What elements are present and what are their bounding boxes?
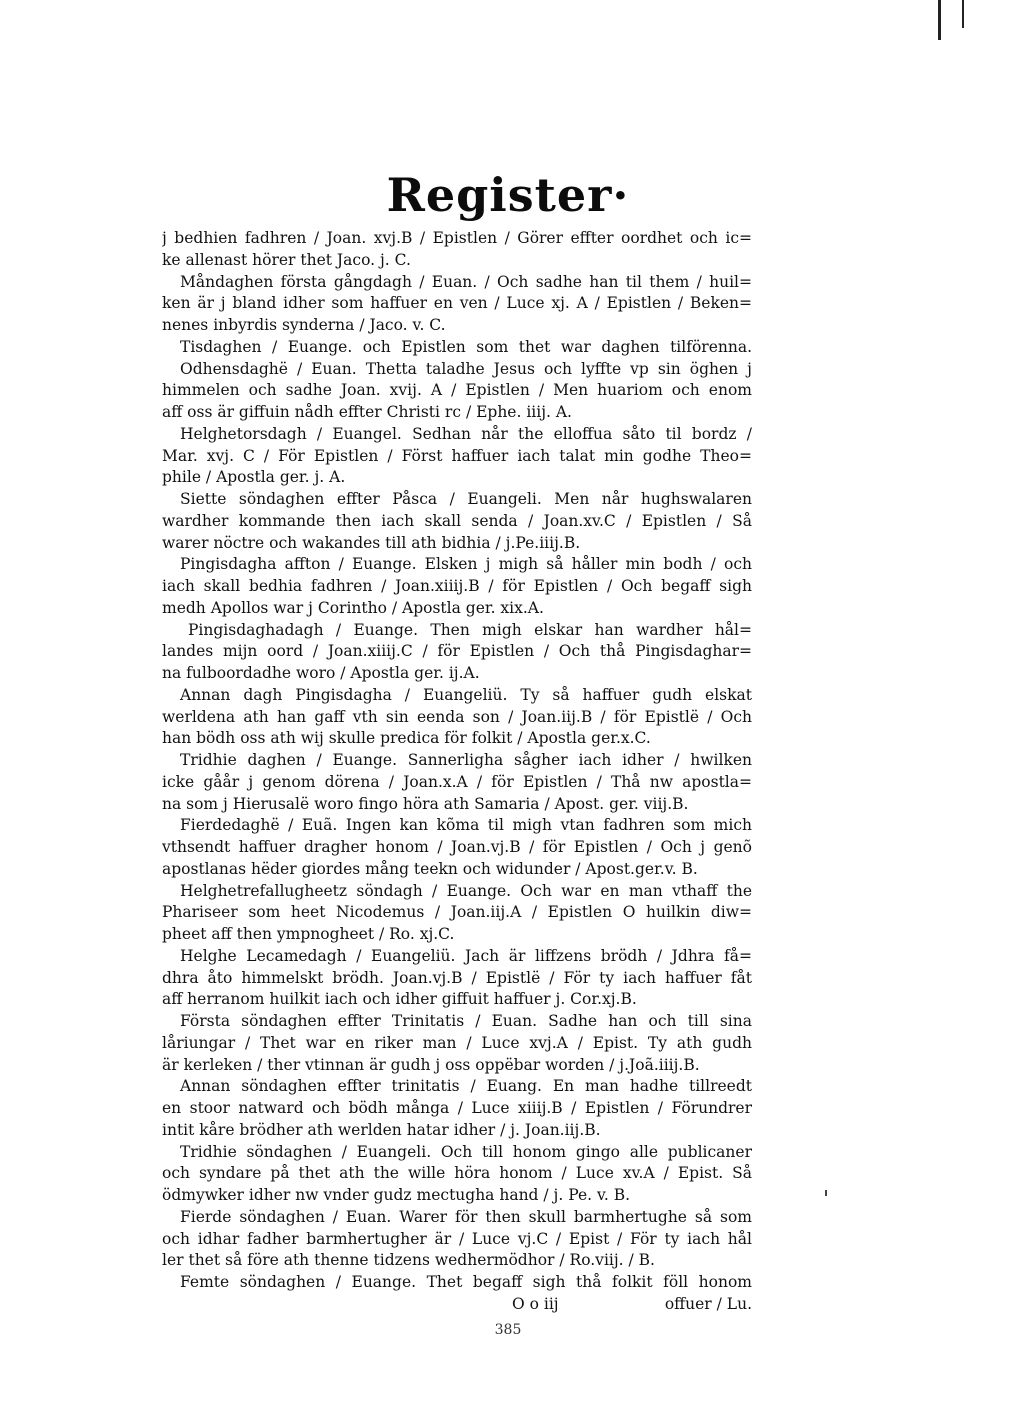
text-line: är kerleken / ther vtinnan är gudh j oss oppëbar worden / j.Joã.iiij.B. xyxy=(162,1055,700,1074)
text-line: och idhar fadher barmhertugher är / Luce vj.C / Epist / För ty iach hål xyxy=(162,1229,752,1248)
text-line: na fulboordadhe woro / Apostla ger. ij.A. xyxy=(162,664,480,682)
text-line: Tisdaghen / Euange. och Epistlen som thet war daghen tilförenna. xyxy=(180,337,752,356)
text-line: och syndare på thet ath the wille höra honom / Luce xv.A / Epist. Så xyxy=(162,1164,752,1183)
text-line: vthsendt haffuer dragher honom / Joan.vj.B / för Epistlen / Och j genõ xyxy=(162,838,752,856)
text-line: pheet aff then ympnogheet / Ro. xj.C. xyxy=(162,925,455,943)
text-line: Phariseer som heet Nicodemus / Joan.iij.A / Epistlen O huilkin diw= xyxy=(162,903,752,922)
text-line: wardher kommande then iach skall senda / Joan.xv.C / Epistlen / Så xyxy=(162,511,752,530)
page-header-title: Register· xyxy=(386,168,630,222)
text-line: en stoor natward och bödh många / Luce xiiij.B / Epistlen / Förundrer xyxy=(162,1099,752,1117)
text-line: landes mijn oord / Joan.xiiij.C / för Epistlen / Och thå Pingisdaghar= xyxy=(162,642,752,661)
signature-mark: O o iij xyxy=(512,1294,559,1313)
text-line: Måndaghen första gångdagh / Euan. / Och sadhe han til them / huil= xyxy=(180,272,752,291)
text-line: medh Apollos war j Corintho / Apostla ger. xix.A. xyxy=(162,598,544,617)
catchword: offuer / Lu. xyxy=(664,1294,752,1313)
text-line: Femte söndaghen / Euange. Thet begaff sigh thå folkit föll honom xyxy=(180,1273,752,1291)
text-line: han bödh oss ath wij skulle predica för folkit / Apostla ger.x.C. xyxy=(162,729,651,748)
register-text-block xyxy=(162,228,752,1316)
text-line: Annan söndaghen effter trinitatis / Euang. En man hadhe tillreedt xyxy=(180,1077,752,1096)
text-line: himmelen och sadhe Joan. xvij. A / Epistlen / Men huariom och enom xyxy=(162,381,752,400)
scan-edge-mark xyxy=(938,0,941,40)
text-line: Fierde söndaghen / Euan. Warer för then skull barmhertughe så som xyxy=(180,1207,752,1226)
text-line: Helghetrefallugheetz söndagh / Euange. Och war en man vthaff the xyxy=(180,881,752,900)
text-line: iach skall bedhia fadhren / Joan.xiiij.B / för Epistlen / Och begaff sigh xyxy=(162,577,752,595)
text-line: Helghetorsdagh / Euangel. Sedhan når the elloffua såto til bordz / xyxy=(180,424,752,443)
text-line: icke gåår j genom dörena / Joan.x.A / för Epistlen / Thå nw apostla= xyxy=(162,772,752,791)
text-line: aff oss är giffuin nådh effter Christi rc / Ephe. iiij. A. xyxy=(162,403,572,421)
page-number: 385 xyxy=(494,1322,522,1338)
text-line: nenes inbyrdis synderna / Jaco. v. C. xyxy=(162,316,446,334)
text-line: Siette söndaghen effter Påsca / Euangeli. Men når hughswalaren xyxy=(180,490,752,508)
scan-edge-mark xyxy=(962,0,964,28)
text-line: ler thet så före ath thenne tidzens wedhermödhor / Ro.viij. / B. xyxy=(162,1251,655,1270)
text-line: Fierdedaghë / Euã. Ingen kan kõma til migh vtan fadhren som mich xyxy=(180,816,752,835)
text-line: ke allenast hörer thet Jaco. j. C. xyxy=(162,250,411,269)
text-line: aff herranom huilkit iach och idher giffuit haffuer j. Cor.xj.B. xyxy=(162,990,637,1009)
text-line: Pingisdaghadagh / Euange. Then migh elskar han wardher hål= xyxy=(188,620,752,639)
text-line: warer nöctre och wakandes till ath bidhia / j.Pe.iiij.B. xyxy=(162,533,581,552)
text-line: dhra åto himmelskt brödh. Joan.vj.B / Epistlë / För ty iach haffuer fåt xyxy=(162,968,752,987)
text-line: ödmywker idher nw vnder gudz mectugha hand / j. Pe. v. B. xyxy=(162,1186,631,1204)
text-line: j bedhien fadhren / Joan. xvj.B / Epistlen / Görer effter oordhet och ic= xyxy=(162,229,752,247)
text-line: Tridhie söndaghen / Euangeli. Och till honom gingo alle publicaner xyxy=(180,1142,752,1161)
text-line: Första söndaghen effter Trinitatis / Euan. Sadhe han och till sina xyxy=(180,1012,752,1030)
text-line: Odhensdaghë / Euan. Thetta taladhe Jesus och lyffte vp sin öghen j xyxy=(180,359,752,378)
text-line: Pingisdagha affton / Euange. Elsken j migh så håller min bodh / och xyxy=(180,555,752,574)
text-line: phile / Apostla ger. j. A. xyxy=(162,468,346,487)
text-line: ken är j bland idher som haffuer en ven / Luce xj. A / Epistlen / Beken= xyxy=(162,294,752,313)
text-line: na som j Hierusalë woro fingo höra ath Samaria / Apost. ger. viij.B. xyxy=(162,794,689,813)
text-line: werldena ath han gaff vth sin eenda son / Joan.iij.B / för Epistlë / Och xyxy=(162,707,752,726)
text-line: intit kåre brödher ath werlden hatar idher / j. Joan.iij.B. xyxy=(162,1120,601,1139)
text-line: Helghe Lecamedagh / Euangeliü. Jach är liffzens brödh / Jdhra få= xyxy=(180,946,752,965)
text-line: låriungar / Thet war en riker man / Luce xvj.A / Epist. Ty ath gudh xyxy=(162,1033,752,1052)
text-line: Annan dagh Pingisdagha / Euangeliü. Ty så haffuer gudh elskat xyxy=(180,685,752,704)
text-line: apostlanas hëder giordes mång teekn och widunder / Apost.ger.v. B. xyxy=(162,859,698,878)
scan-speck xyxy=(825,1190,827,1196)
text-line: Tridhie daghen / Euange. Sannerligha sågher iach idher / hwilken xyxy=(180,751,752,769)
signature-line xyxy=(162,1294,752,1316)
text-line: Mar. xvj. C / För Epistlen / Först haffuer iach talat min godhe Theo= xyxy=(162,446,752,465)
